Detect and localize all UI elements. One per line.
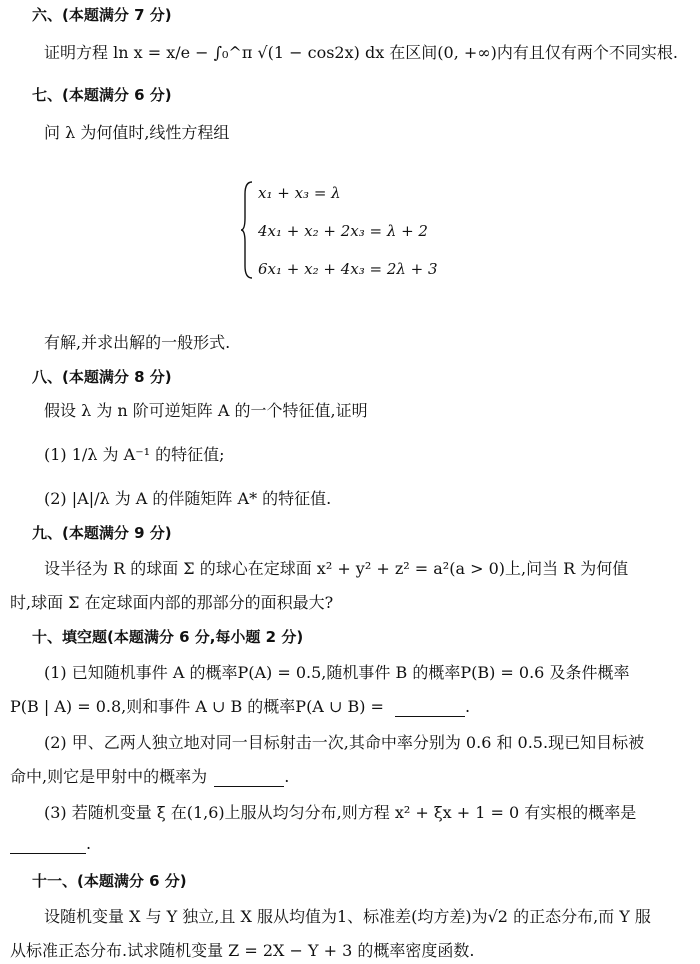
q11-line-1: 设随机变量 X 与 Y 独立,且 X 服从均值为1、标准差(均方差)为√2 的正态分布,而 Y 服 xyxy=(44,907,651,926)
answer-blank-1[interactable] xyxy=(395,697,465,717)
q10-p3-line-2: . xyxy=(10,834,700,854)
equation-2: 4x₁ + x₂ + 2x₃ = λ + 2 xyxy=(258,222,428,240)
q10-p1-line-2: P(B | A) = 0.8,则和事件 A ∪ B 的概率P(A ∪ B) = . xyxy=(10,697,471,716)
equation-1: x₁ + x₃ = λ xyxy=(258,184,341,202)
q10-p2-line-1: (2) 甲、乙两人独立地对同一目标射击一次,其命中率分别为 0.6 和 0.5.现已知目标被 xyxy=(44,733,645,752)
q10-p3-line-1: (3) 若随机变量 ξ 在(1,6)上服从均匀分布,则方程 x² + ξx + 1 = 0 有实根的概率是 xyxy=(44,803,637,822)
q6-statement: 证明方程 ln x = x/e − ∫₀^π √(1 − cos2x) dx 在区间(0, +∞)内有且仅有两个不同实根. xyxy=(44,43,678,62)
equation-3: 6x₁ + x₂ + 4x₃ = 2λ + 3 xyxy=(258,260,438,278)
q10-heading: 十、填空题(本题满分 6 分,每小题 2 分) xyxy=(32,628,304,646)
q10-p2-text: 命中,则它是甲射中的概率为 xyxy=(10,767,208,786)
q8-item-1: (1) 1/λ 为 A⁻¹ 的特征值; xyxy=(44,445,225,464)
q11-heading: 十一、(本题满分 6 分) xyxy=(32,872,187,890)
q9-line-2: 时,球面 Σ 在定球面内部的那部分的面积最大? xyxy=(10,593,334,612)
linear-system xyxy=(240,180,540,290)
q6-heading: 六、(本题满分 7 分) xyxy=(32,6,172,24)
q10-p1-text: P(B | A) = 0.8,则和事件 A ∪ B 的概率P(A ∪ B) = xyxy=(10,697,384,716)
q11-line-2: 从标准正态分布.试求随机变量 Z = 2X − Y + 3 的概率密度函数. xyxy=(10,941,475,960)
q7-outro: 有解,并求出解的一般形式. xyxy=(44,333,231,352)
q8-item-2: (2) |A|/λ 为 A 的伴随矩阵 A* 的特征值. xyxy=(44,489,332,508)
q8-intro: 假设 λ 为 n 阶可逆矩阵 A 的一个特征值,证明 xyxy=(44,401,368,420)
q9-line-1: 设半径为 R 的球面 Σ 的球心在定球面 x² + y² + z² = a²(a > 0)上,问当 R 为何值 xyxy=(44,559,629,578)
q7-intro: 问 λ 为何值时,线性方程组 xyxy=(44,123,230,142)
answer-blank-2[interactable] xyxy=(214,767,284,787)
left-brace-icon xyxy=(240,180,254,280)
q7-heading: 七、(本题满分 6 分) xyxy=(32,86,172,104)
answer-blank-3[interactable] xyxy=(10,834,86,854)
q10-p1-line-1: (1) 已知随机事件 A 的概率P(A) = 0.5,随机事件 B 的概率P(B) = 0.6 及条件概率 xyxy=(44,663,630,682)
q8-heading: 八、(本题满分 8 分) xyxy=(32,368,172,386)
q9-heading: 九、(本题满分 9 分) xyxy=(32,524,172,542)
q10-p2-line-2: 命中,则它是甲射中的概率为 . xyxy=(10,767,290,786)
